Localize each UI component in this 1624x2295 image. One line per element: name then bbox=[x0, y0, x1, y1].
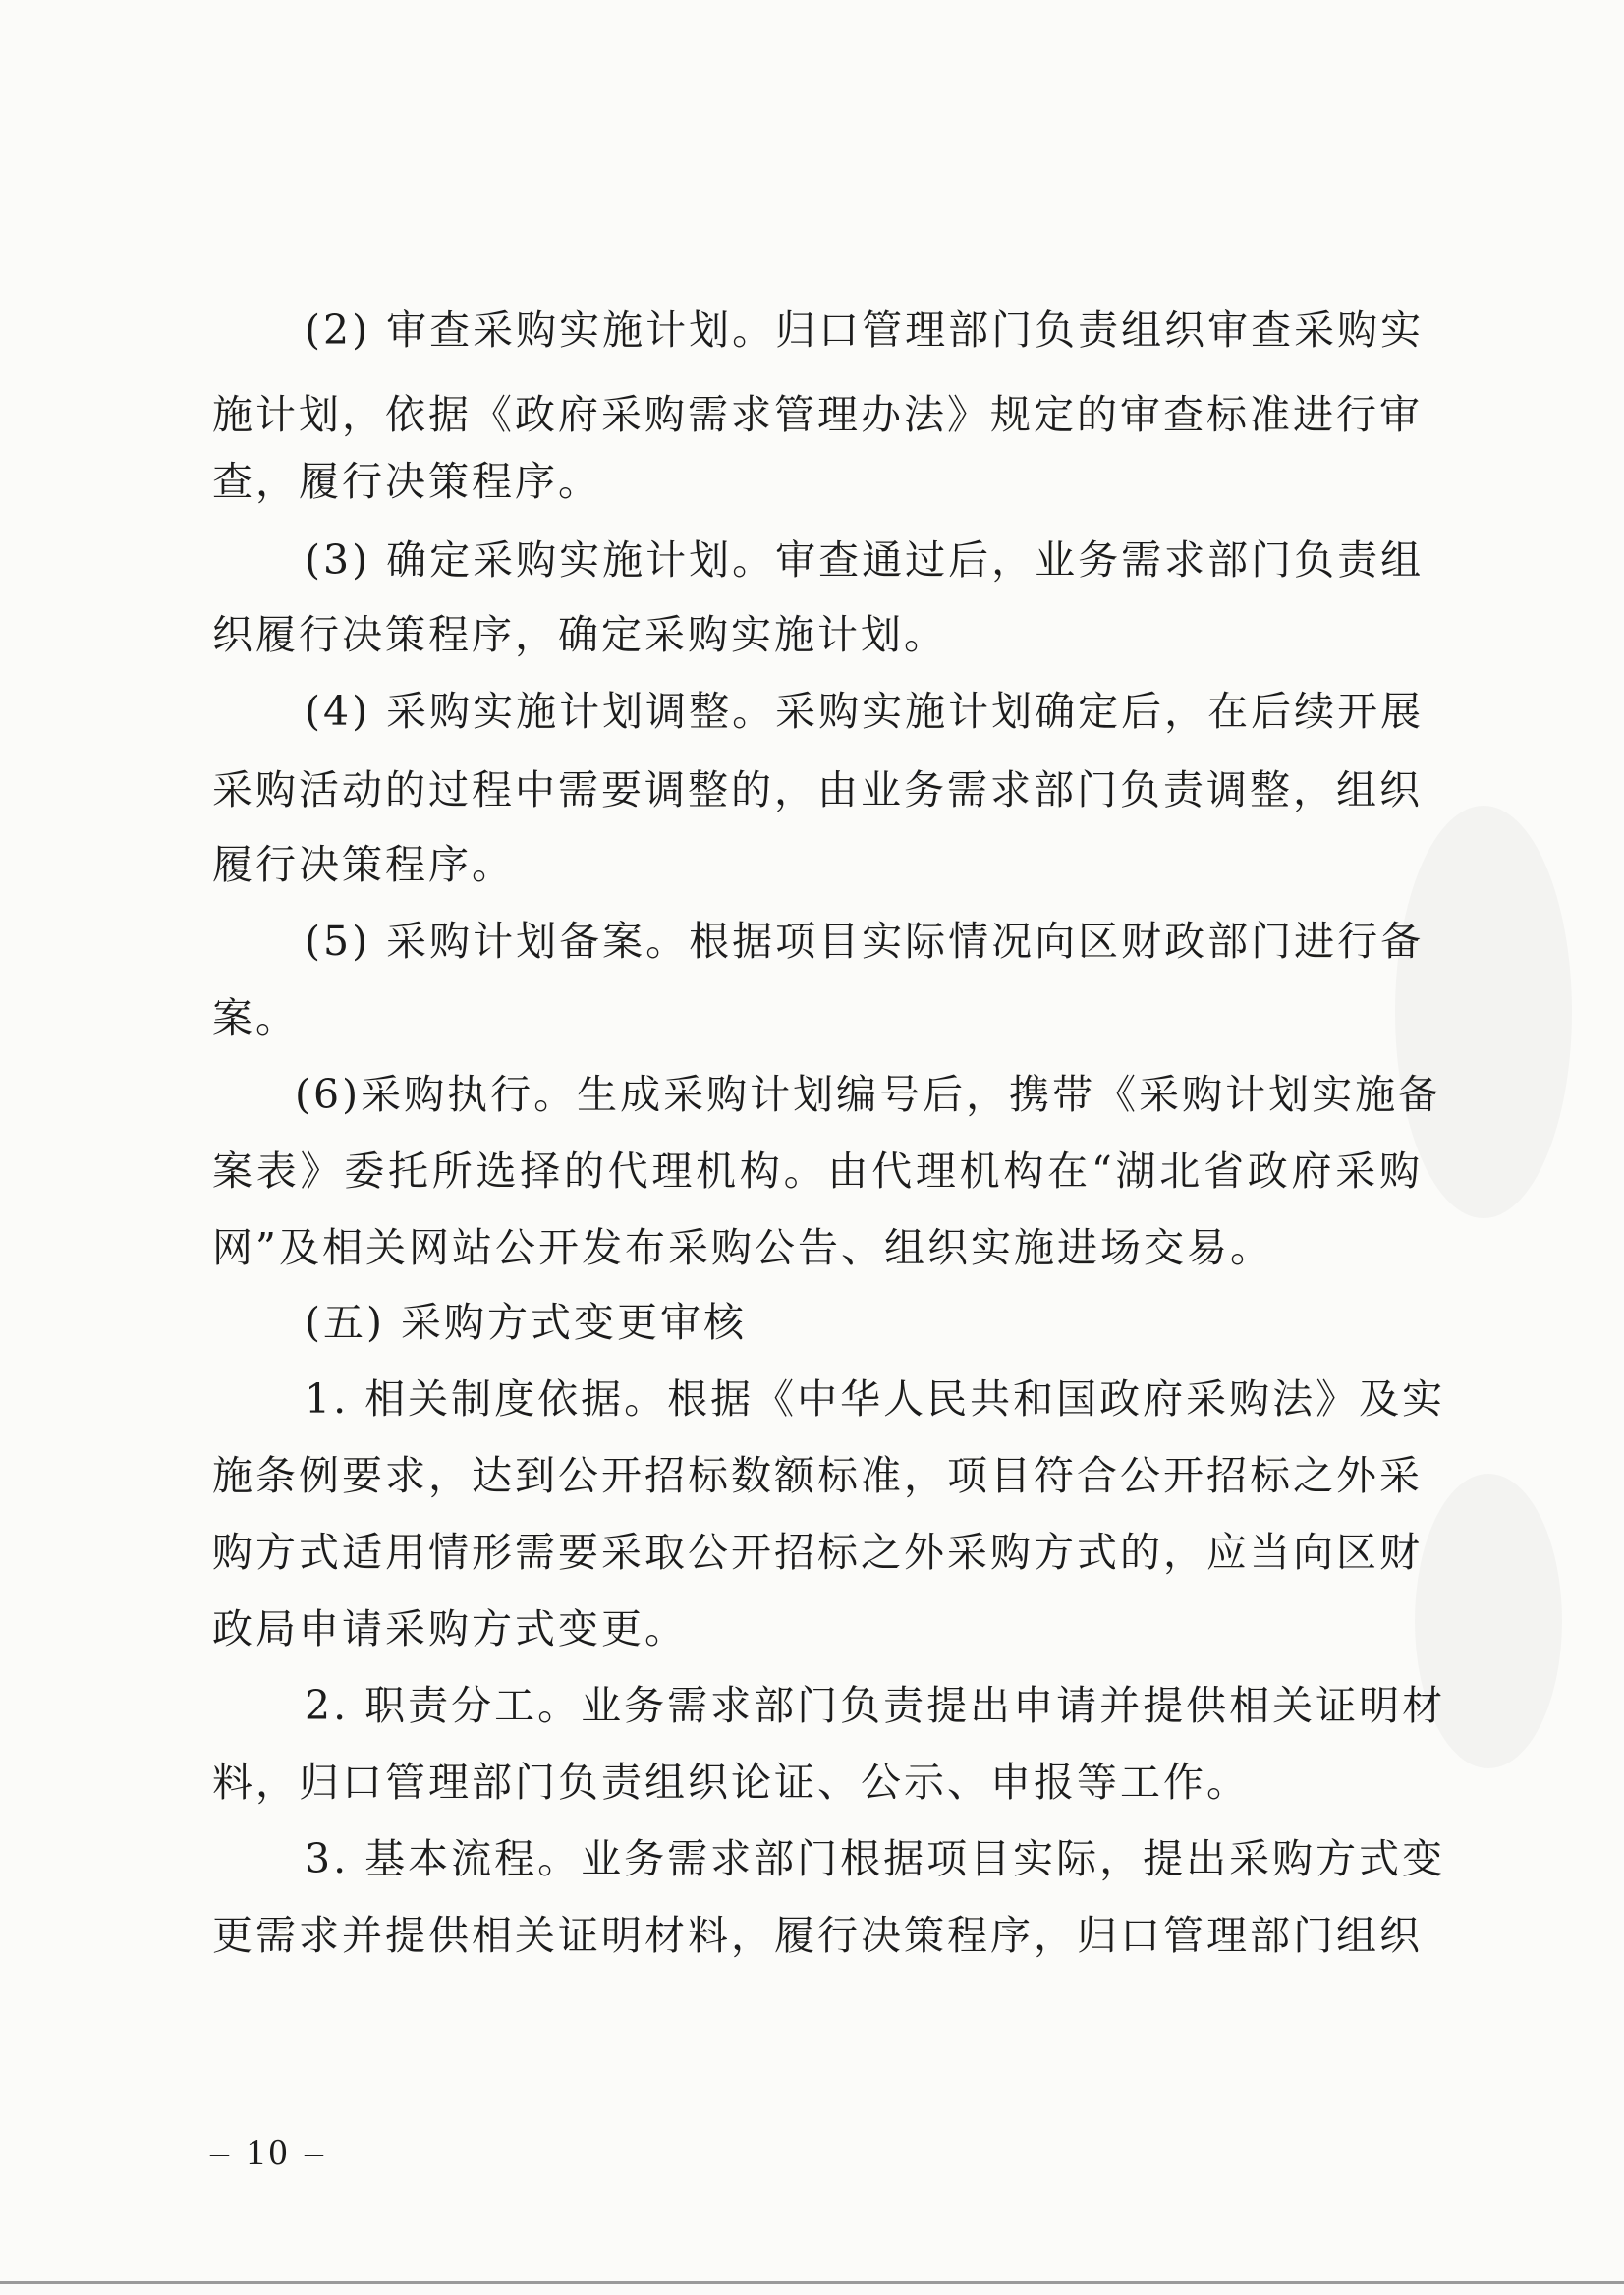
paragraph-line: 查，履行决策程序。 bbox=[212, 458, 601, 505]
paragraph-line: 购方式适用情形需要采取公开招标之外采购方式的，应当向区财 bbox=[212, 1529, 1423, 1576]
paragraph-line: 政局申请采购方式变更。 bbox=[212, 1605, 688, 1652]
paragraph-line: (5) 采购计划备案。根据项目实际情况向区财政部门进行备 bbox=[305, 918, 1425, 965]
section-heading: (五) 采购方式变更审核 bbox=[305, 1299, 748, 1346]
paragraph-line: (4) 采购实施计划调整。采购实施计划确定后，在后续开展 bbox=[305, 688, 1425, 735]
paragraph-line: 网”及相关网站公开发布采购公告、组织实施进场交易。 bbox=[212, 1224, 1273, 1271]
paragraph-line: 案。 bbox=[212, 994, 299, 1041]
paragraph-line: 织履行决策程序，确定采购实施计划。 bbox=[212, 611, 947, 658]
paragraph-line: (6)采购执行。生成采购计划编号后，携带《采购计划实施备 bbox=[295, 1071, 1442, 1118]
paragraph-line: (3) 确定采购实施计划。审查通过后，业务需求部门负责组 bbox=[305, 536, 1425, 584]
paragraph-line: 料，归口管理部门负责组织论证、公示、申报等工作。 bbox=[212, 1759, 1250, 1806]
paragraph-line: (2) 审查采购实施计划。归口管理部门负责组织审查采购实 bbox=[305, 307, 1425, 354]
paragraph-line: 履行决策程序。 bbox=[212, 841, 515, 888]
page-number: – 10 – bbox=[210, 2132, 327, 2173]
scan-edge bbox=[0, 2281, 1624, 2284]
paragraph-line: 案表》委托所选择的代理机构。由代理机构在“湖北省政府采购 bbox=[212, 1148, 1423, 1195]
paragraph-line: 施计划，依据《政府采购需求管理办法》规定的审查标准进行审 bbox=[212, 391, 1423, 438]
paragraph-line: 3. 基本流程。业务需求部门根据项目实际，提出采购方式变 bbox=[305, 1835, 1446, 1882]
paragraph-line: 更需求并提供相关证明材料，履行决策程序，归口管理部门组织 bbox=[212, 1912, 1423, 1959]
paragraph-line: 2. 职责分工。业务需求部门负责提出申请并提供相关证明材 bbox=[305, 1682, 1446, 1729]
paragraph-line: 采购活动的过程中需要调整的，由业务需求部门负责调整，组织 bbox=[212, 766, 1423, 813]
paragraph-line: 1. 相关制度依据。根据《中华人民共和国政府采购法》及实 bbox=[305, 1375, 1446, 1423]
paragraph-line: 施条例要求，达到公开招标数额标准，项目符合公开招标之外采 bbox=[212, 1452, 1423, 1499]
